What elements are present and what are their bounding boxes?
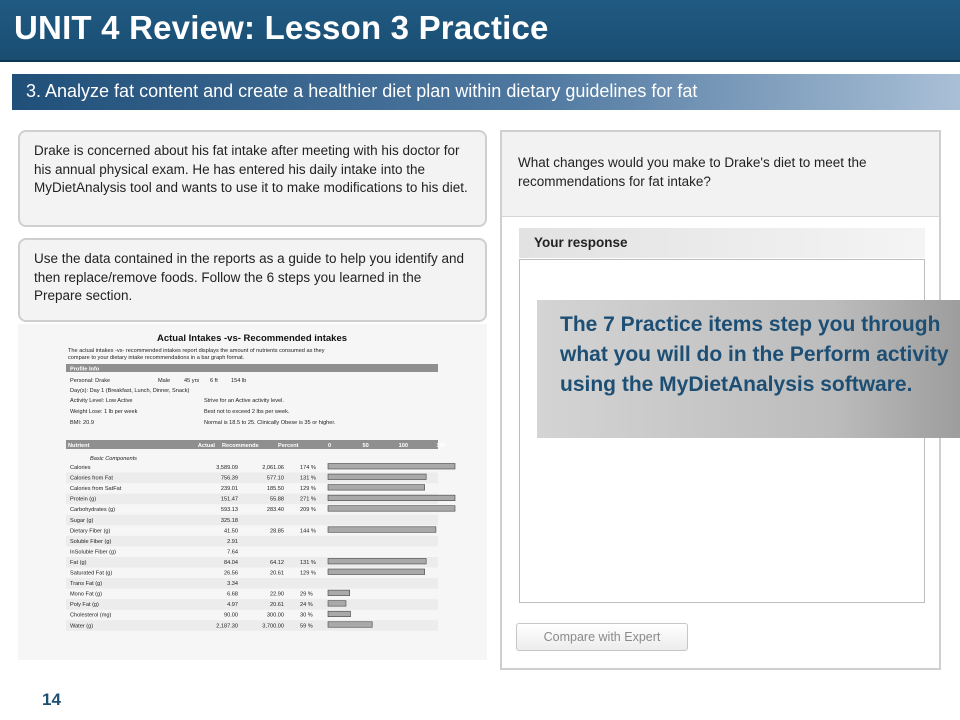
column-nutrient: Nutrient [68, 442, 90, 449]
recommended-value: 55.88 [270, 496, 284, 503]
report-title: Actual Intakes -vs- Recommended intakes [156, 333, 348, 344]
question-area [502, 132, 939, 217]
percent-bar [328, 464, 455, 470]
scale-label: 50 [362, 442, 369, 449]
nutrient-name: Protein (g) [70, 496, 97, 503]
actual-value: 6.68 [227, 591, 238, 598]
percent-value: 29 % [300, 591, 313, 598]
profile-bmi-note: Normal is 18.5 to 25. Clinically Obese is 35 or higher. [204, 420, 336, 426]
percent-value: 271 % [300, 496, 316, 503]
nutrient-name: Saturated Fat (g) [70, 570, 113, 577]
recommended-value: 20.61 [270, 602, 284, 609]
section-label: Basic Components [90, 456, 137, 462]
percent-bar [328, 569, 425, 575]
actual-value: 4.97 [227, 602, 238, 609]
percent-value: 131 % [300, 475, 316, 482]
profile-age: 45 yrs [184, 378, 200, 384]
actual-value: 593.13 [220, 507, 238, 514]
profile-weight-goal: Weight Lose: 1 lb per week [70, 409, 138, 415]
profile-days: Day(s): Day 1 (Breakfast, Lunch, Dinner, Snack) [70, 388, 190, 394]
actual-value: 2,187.30 [216, 623, 238, 630]
nutrient-name: Calories from Fat [70, 475, 113, 482]
response-header-label: Your response [534, 235, 628, 250]
percent-value: 131 % [300, 559, 316, 566]
recommended-value: 64.12 [270, 559, 284, 566]
nutrient-name: InSoluble Fiber (g) [70, 549, 117, 556]
scenario-text: Drake is concerned about his fat intake after meeting with his doctor for his annual physical exam. He has entered his daily intake into the MyDietAnalysis tool and wants to use it to make modifications to his diet. [34, 143, 468, 195]
recommended-value: 2,061.06 [262, 465, 284, 471]
slide-subtitle: 3. Analyze fat content and create a healthier diet plan within dietary guidelines for fat [26, 81, 698, 101]
actual-value: 3.34 [227, 581, 238, 588]
column-recommended: Recommende [222, 442, 259, 449]
profile-header: Profile Info [70, 366, 100, 373]
actual-value: 756.39 [220, 475, 238, 482]
profile-bmi: BMI: 20.9 [70, 420, 94, 426]
actual-value: 239.01 [220, 486, 238, 493]
intake-report [18, 324, 487, 660]
nutrient-name: Soluble Fiber (g) [70, 538, 112, 545]
actual-value: 90.00 [224, 612, 238, 619]
actual-value: 84.04 [224, 559, 238, 566]
percent-bar [328, 590, 350, 596]
profile-activity-note: Strive for an Active activity level. [204, 398, 284, 404]
subtitle-bar [12, 74, 960, 110]
percent-value: 24 % [300, 602, 313, 609]
recommended-value: 3,700.00 [262, 623, 284, 630]
actual-value: 7.64 [227, 549, 238, 556]
profile-weight: 154 lb [231, 378, 247, 384]
row-stripe [66, 515, 438, 526]
percent-value: 174 % [300, 465, 316, 471]
recommended-value: 28.85 [270, 528, 284, 535]
slide-title: UNIT 4 Review: Lesson 3 Practice [14, 9, 549, 46]
recommended-value: 185.50 [266, 486, 284, 493]
title-bar [0, 0, 960, 62]
response-header [519, 228, 925, 258]
practice-callout [537, 300, 960, 438]
profile-height: 6 ft [210, 378, 218, 384]
callout-text: The 7 Practice items step you through what you will do in the Perform activity using the MyDietAnalysis software. [560, 313, 949, 396]
profile-name: Personal: Drake [70, 378, 111, 384]
percent-value: 30 % [300, 612, 313, 619]
percent-value: 209 % [300, 507, 316, 514]
profile-sex: Male [158, 378, 171, 384]
nutrient-name: Sugar (g) [70, 517, 94, 524]
nutrient-name: Carbohydrates (g) [70, 507, 116, 514]
percent-bar [328, 527, 436, 533]
instructions-text: Use the data contained in the reports as a guide to help you identify and then replace/remove foods. Follow the 6 steps you learned in the Prepare section. [34, 251, 465, 303]
recommended-value: 577.10 [266, 475, 284, 482]
percent-value: 129 % [300, 570, 316, 577]
actual-value: 26.56 [224, 570, 238, 577]
column-actual: Actual [197, 442, 215, 449]
nutrient-name: Dietary Fiber (g) [70, 528, 111, 535]
nutrient-rows [66, 464, 455, 631]
nutrient-name: Calories [70, 465, 91, 471]
profile-activity: Activity Level: Low Active [70, 398, 133, 404]
intake-report-graphic [18, 324, 487, 660]
report-description-line-2: compare to your dietary intake recommendations in a bar graph format. [68, 355, 245, 361]
nutrient-name: Mono Fat (g) [70, 591, 103, 598]
percent-bar [328, 485, 425, 491]
percent-bar [328, 506, 455, 512]
scale-label: 150 [436, 442, 446, 449]
row-stripe [66, 599, 438, 610]
percent-value: 144 % [300, 528, 316, 535]
percent-bar [328, 495, 455, 501]
profile-header-bar [66, 364, 438, 372]
actual-value: 151.47 [220, 496, 238, 503]
recommended-value: 22.90 [270, 591, 284, 598]
question-text: What changes would you make to Drake's diet to meet the recommendations for fat intake? [518, 155, 867, 189]
scale-label: 100 [398, 442, 409, 449]
percent-bar [328, 474, 426, 480]
percent-bar [328, 611, 350, 617]
instructions-card [18, 238, 487, 322]
percent-bar [328, 622, 372, 628]
report-description-line-1: The actual intakes -vs- recommended intakes report displays the amount of nutrients consumed as they [68, 348, 325, 354]
row-stripe [66, 536, 438, 547]
percent-bar [328, 601, 346, 607]
percent-value: 129 % [300, 486, 316, 493]
nutrient-name: Poly Fat (g) [70, 602, 99, 609]
recommended-value: 283.40 [266, 507, 284, 514]
scale-label: 0 [328, 442, 332, 449]
column-percent: Percent [278, 442, 299, 449]
page-number: 14 [42, 690, 61, 709]
nutrient-name: Trans Fat (g) [70, 581, 103, 588]
row-stripe [66, 620, 438, 631]
profile-weight-note: Best not to exceed 2 lbs per week. [204, 409, 290, 415]
nutrient-name: Cholesterol (mg) [70, 612, 112, 619]
recommended-value: 20.61 [270, 570, 284, 577]
percent-bar [328, 558, 426, 564]
compare-with-expert-button[interactable]: Compare with Expert [516, 623, 688, 651]
nutrient-name: Calories from SatFat [70, 486, 122, 493]
actual-value: 41.50 [224, 528, 238, 535]
nutrient-name: Fat (g) [70, 559, 87, 566]
actual-value: 2.91 [227, 538, 238, 545]
recommended-value: 300.00 [266, 612, 284, 619]
scenario-card [18, 130, 487, 227]
actual-value: 325.18 [220, 517, 238, 524]
actual-value: 3,589.09 [216, 465, 238, 471]
nutrient-name: Water (g) [70, 623, 94, 630]
percent-value: 59 % [300, 623, 313, 630]
row-stripe [66, 578, 438, 589]
